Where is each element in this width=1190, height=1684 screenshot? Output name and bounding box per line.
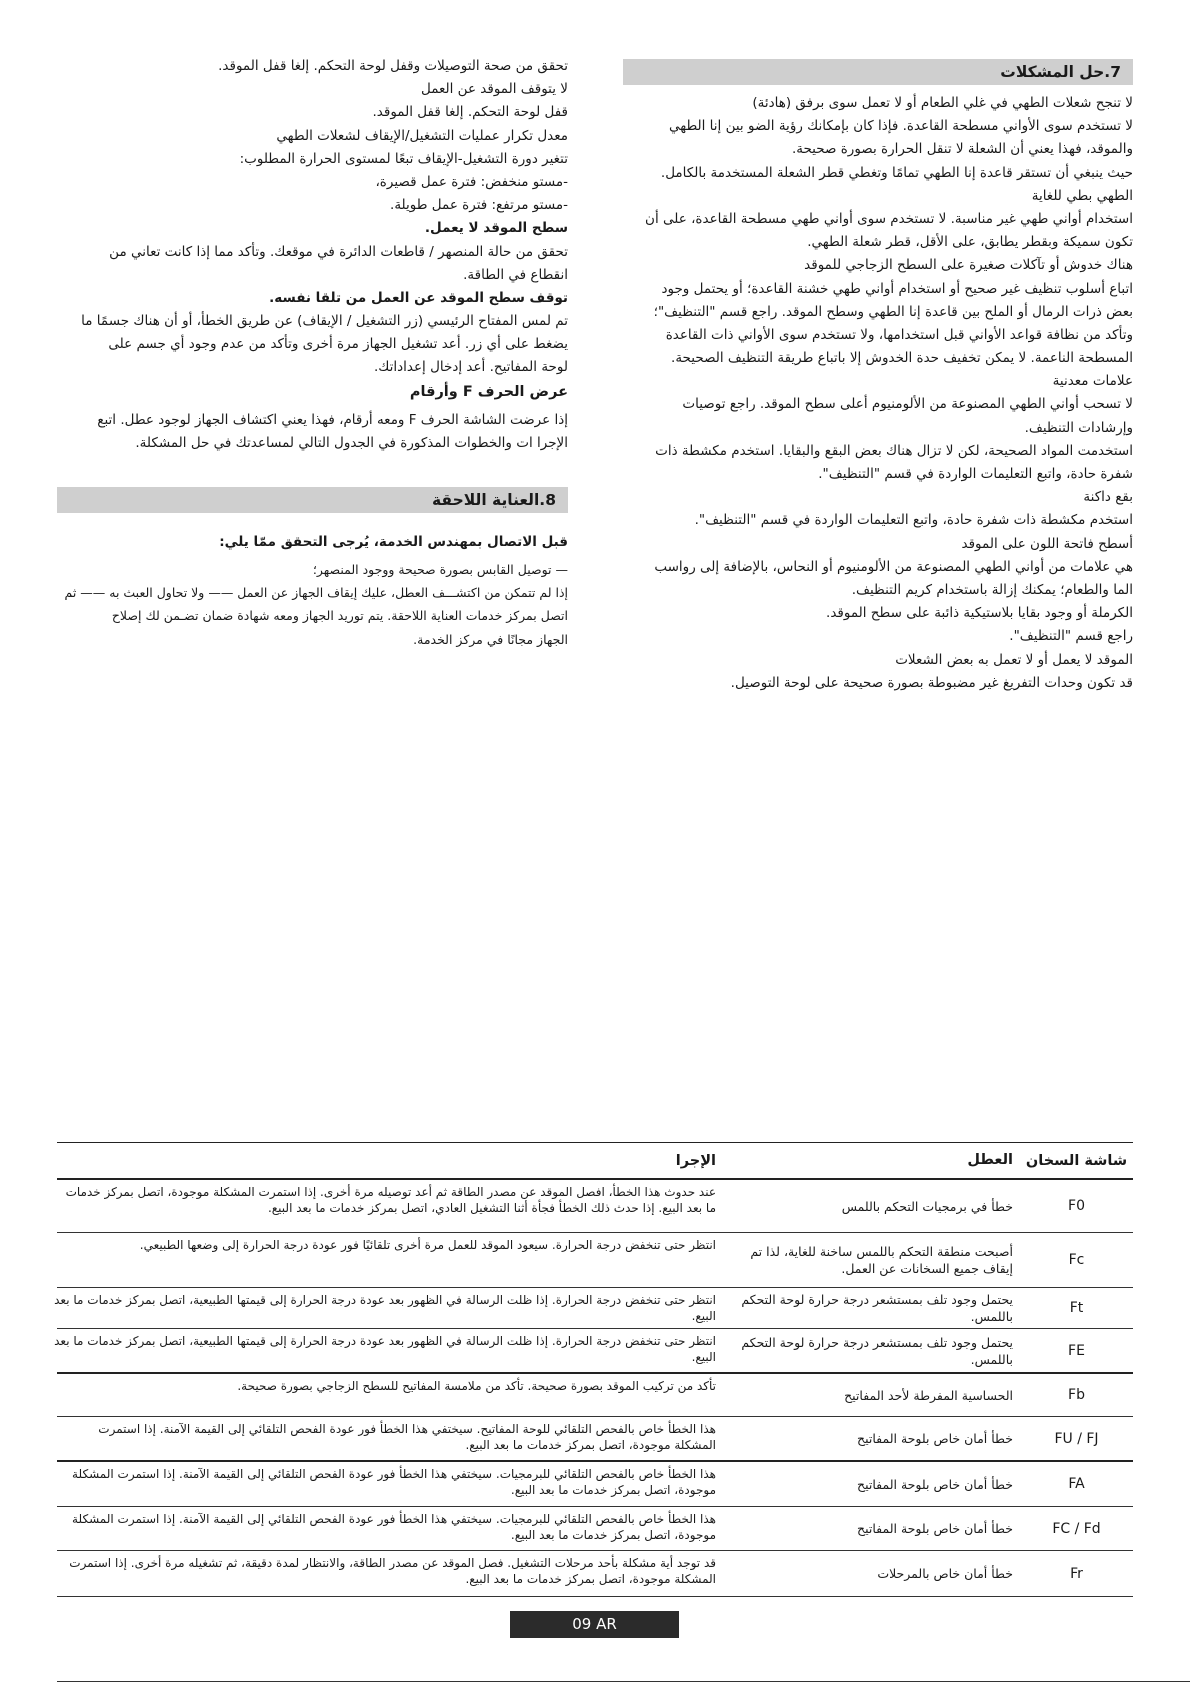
text-line: وإرشادات التنظيف. <box>1024 419 1133 436</box>
text-line: بقع داكنة <box>1083 489 1133 506</box>
table-row <box>54 1329 1133 1374</box>
text-line: بعض ذرات الرمال أو الملح بين قاعدة إنا الطهي وسطح الموقد. راجع قسم "التنظيف"؛ <box>653 303 1133 320</box>
text-line: المسطحة الناعمة. لا يمكن تخفيف حدة الخدوش إلا باتباع طريقة التنظيف الصحيحة. <box>671 350 1133 367</box>
text-line: لا تسحب أواني الطهي المصنوعة من الألومنيوم أعلى سطح الموقد. راجع توصيات <box>682 396 1133 413</box>
aftercare-intro: قبل الاتصال بمهندس الخدمة، يُرجى التحقق ممّا يلي: <box>219 534 568 550</box>
table-row <box>57 1180 1133 1233</box>
text-line: إذا عرضت الشاشة الحرف F ومعه أرقام، فهذا يعني اكتشاف الجهاز لوجود عطل. اتبع <box>97 412 568 428</box>
text-line: معدل تكرار عمليات التشغيل/الإيقاف لشعلات الطهي <box>276 127 568 144</box>
fault-description: خطأ أمان خاص بالمرحلات <box>877 1566 1013 1581</box>
error-code-table <box>54 1142 1133 1597</box>
action-text: عند حدوث هذا الخطأ، افصل الموقد عن مصدر الطاقة ثم أعد توصيله مرة أخرى. إذا استمرت المشكلة موجودة، اتصل بمركز خدمات ما بعد البيع. إذا حدث ذلك الخطأ فجأة أثنا التشغيل العادي، اتصل بمركز خدمات ما بعد البيع. <box>65 1185 716 1215</box>
table-row <box>57 1233 1133 1288</box>
error-code: F0 <box>1068 1198 1085 1214</box>
text-line: لا يتوقف الموقد عن العمل <box>420 81 568 98</box>
fault-description: يحتمل وجود تلف بمستشعر درجة حرارة لوحة التحكم باللمس. <box>741 1334 1013 1367</box>
text-line: تحقق من حالة المنصهر / قاطعات الدائرة في موقعك. وتأكد مما إذا كانت تعاني من <box>109 243 568 260</box>
troubleshooting-text-continued <box>57 55 568 380</box>
text-line: لا تنجح شعلات الطهي في غلي الطعام أو لا تعمل سوى برفق (هادئة) <box>752 95 1133 111</box>
fault-description: خطأ في برمجيات التحكم باللمس <box>841 1198 1013 1214</box>
fault-description: خطأ أمان خاص بلوحة المفاتيح <box>857 1476 1013 1492</box>
text-line: والموقد، فهذا يعني أن الشعلة لا تنقل الحرارة بصورة صحيحة. <box>791 141 1133 158</box>
text-line: تحقق من صحة التوصيلات وقفل لوحة التحكم. إلغا قفل الموقد. <box>218 58 568 74</box>
error-code: FA <box>1068 1476 1085 1492</box>
text-line: تم لمس المفتاح الرئيسي (زر التشغيل / الإيقاف) عن طريق الخطأ، أو أن هناك جسمًا ما <box>81 313 568 330</box>
error-code: FU / FJ <box>1054 1430 1099 1447</box>
fault-description: الحساسية المفرطة لأحد المفاتيح <box>844 1387 1013 1403</box>
text-line: تتغير دورة التشغيل-الإيقاف تبعًا لمستوى الحرارة المطلوب: <box>239 150 568 167</box>
fault-description: يحتمل وجود تلف بمستشعر درجة حرارة لوحة التحكم باللمس. <box>741 1292 1013 1324</box>
table-row <box>57 1374 1133 1417</box>
header-action: الإجرا <box>675 1152 716 1169</box>
text-line: سطح الموقد لا يعمل. <box>424 220 568 237</box>
table-row <box>57 1551 1133 1597</box>
aftercare-text <box>57 558 568 651</box>
text-line: لا تستخدم سوى الأواني مسطحة القاعدة. فإذا كان بإمكانك رؤية الضو بين إنا الطهي <box>668 118 1133 135</box>
section-7-header: 7.حل المشكلات <box>623 59 1133 85</box>
text-line: استخدم مكشطة ذات شفرة حادة، واتبع التعليمات الواردة في قسم "التنظيف". <box>694 512 1133 529</box>
page-number: 09 AR <box>510 1611 679 1638</box>
text-line: اتباع أسلوب تنظيف غير صحيح أو استخدام أواني طهي خشنة القاعدة؛ أو يحتمل وجود <box>661 280 1133 297</box>
text-line: راجع قسم "التنظيف". <box>1009 628 1133 645</box>
error-code: Fc <box>1068 1252 1085 1268</box>
text-line: إذا لم تتمكن من اكتشـــف العطل، عليك إيقاف الجهاز عن العمل —— ولا تحاول العبث به —— ثم <box>64 585 568 601</box>
action-text: هذا الخطأ خاص بالفحص التلقائي للوحة المفاتيح. سيختفي هذا الخطأ فور عودة الفحص التلقائي إلى القيمة الآمنة. إذا استمرت المشكلة موجودة، اتصل بمركز خدمات ما بعد البيع. <box>98 1422 716 1452</box>
text-line: الجهاز مجانًا في مركز الخدمة. <box>413 631 568 647</box>
text-line: وتأكد من نظافة قواعد الأواني قبل استخدامها، ولا تستخدم سوى الأواني ذات القاعدة <box>665 326 1133 343</box>
f-display-text <box>57 409 568 455</box>
text-line: حيث ينبغي أن تستقر قاعدة إنا الطهي تمامًا وتغطي قطر الشعلة المستخدمة بالكامل. <box>660 164 1133 181</box>
text-line: تكون سميكة وبقطر يطابق، على الأقل، قطر شعلة الطهي. <box>807 234 1133 251</box>
table-row <box>57 1417 1133 1462</box>
table-header-row <box>57 1143 1133 1180</box>
error-code: Fr <box>1070 1565 1083 1582</box>
table-row <box>57 1462 1133 1507</box>
text-line: اتصل بمركز خدمات العناية اللاحقة. يتم توريد الجهاز ومعه شهادة ضمان تضـمن لك إصلاح <box>111 608 568 624</box>
text-line: علامات معدنية <box>1052 373 1133 390</box>
text-line: قفل لوحة التحكم. إلغا قفل الموقد. <box>372 104 568 121</box>
action-text: هذا الخطأ خاص بالفحص التلقائي للبرمجيات. سيختفي هذا الخطأ فور عودة الفحص التلقائي إلى القيمة الآمنة. إذا استمرت المشكلة موجودة، اتصل بمركز خدمات ما بعد البيع. <box>72 1512 716 1542</box>
text-line: الكرملة أو وجود بقايا بلاستيكية ذائبة على سطح الموقد. <box>826 605 1133 622</box>
text-line: استخدمت المواد الصحيحة، لكن لا تزال هناك بعض البقع والبقايا. استخدم مكشطة ذات <box>655 442 1133 459</box>
action-text: قد توجد أية مشكلة بأحد مرحلات التشغيل. فصل الموقد عن مصدر الطاقة، والانتظار لمدة دقيقة، ثم تشغيله مرة أخرى. إذا استمرت المشكلة موجودة، اتصل بمركز خدمات ما بعد البيع. <box>69 1556 716 1586</box>
error-code: Ft <box>1069 1300 1084 1316</box>
text-line: استخدام أواني طهي غير مناسبة. لا تستخدم سوى أواني طهي مسطحة القاعدة، على أن <box>645 210 1133 227</box>
action-text: انتظر حتى تنخفض درجة الحرارة. إذا ظلت الرسالة في الظهور بعد عودة درجة الحرارة إلى قيمتها الطبيعية، اتصل بمركز خدمات ما بعد البيع. <box>54 1334 716 1364</box>
text-line: هناك خدوش أو تآكلات صغيرة على السطح الزجاجي للموقد <box>804 257 1133 274</box>
error-code: FE <box>1068 1342 1085 1359</box>
fault-description: خطأ أمان خاص بلوحة المفاتيح <box>857 1431 1013 1446</box>
text-line: هي علامات من أواني الطهي المصنوعة من الألومنيوم أو النحاس، بالإضافة إلى رواسب <box>654 558 1133 575</box>
table-row <box>57 1507 1133 1551</box>
error-code: Fb <box>1068 1387 1085 1403</box>
text-line: قد تكون وحدات التفريغ غير مضبوطة بصورة صحيحة على لوحة التوصيل. <box>730 674 1133 691</box>
text-line: لوحة المفاتيح. أعد إدخال إعداداتك. <box>373 359 568 376</box>
text-line: الإجرا ات والخطوات المذكورة في الجدول التالي لمساعدتك في حل المشكلة. <box>135 435 568 452</box>
error-code: FC / Fd <box>1052 1520 1101 1537</box>
section-8-header: 8.العناية اللاحقة <box>57 487 568 513</box>
action-text: هذا الخطأ خاص بالفحص التلقائي للبرمجيات. سيختفي هذا الخطأ فور عودة الفحص التلقائي إلى القيمة الآمنة. إذا استمرت المشكلة موجودة، اتصل بمركز خدمات ما بعد البيع. <box>72 1467 716 1497</box>
text-line: أسطح فاتحة اللون على الموقد <box>961 535 1133 552</box>
text-line: الما والطعام؛ يمكنك إزالة باستخدام كريم التنظيف. <box>851 581 1133 598</box>
header-code: شاشة السخان <box>1025 1152 1128 1169</box>
action-text: تأكد من تركيب الموقد بصورة صحيحة. تأكد من ملامسة المفاتيح للسطح الزجاجي بصورة صحيحة. <box>237 1379 716 1393</box>
text-line: -مستو مرتفع: فترة عمل طويلة. <box>390 197 568 214</box>
action-text: انتظر حتى تنخفض درجة الحرارة. سيعود الموقد للعمل مرة أخرى تلقائيًا فور عودة درجة الحرارة إلى وضعها الطبيعي. <box>139 1238 716 1252</box>
text-line: -مستو منخفض: فترة عمل قصيرة، <box>375 173 568 190</box>
text-line: الطهي بطي للغاية <box>1031 187 1133 204</box>
bottom-rule <box>57 1681 1190 1682</box>
troubleshooting-text <box>623 92 1133 695</box>
text-line: شفرة حادة، واتبع التعليمات الواردة في قسم "التنظيف". <box>818 466 1133 482</box>
text-line: انقطاع في الطاقة. <box>463 266 568 283</box>
text-line: — توصيل القابس بصورة صحيحة ووجود المنصهر؛ <box>312 562 568 577</box>
text-line: الموقد لا يعمل أو لا تعمل به بعض الشعلات <box>895 651 1133 668</box>
table-row <box>54 1288 1133 1329</box>
text-line: يضغط على أي زر. أعد تشغيل الجهاز مرة أخرى وتأكد من عدم وجود أي جسم على <box>108 336 568 353</box>
f-display-heading: عرض الحرف F وأرقام <box>409 384 568 400</box>
fault-description: أصبحت منطقة التحكم باللمس ساخنة للغاية، لذا تم إيقاف جميع السخانات عن العمل. <box>750 1244 1013 1276</box>
text-line: توقف سطح الموقد عن العمل من تلقا نفسه. <box>269 289 568 306</box>
action-text: انتظر حتى تنخفض درجة الحرارة. إذا ظلت الرسالة في الظهور بعد عودة درجة الحرارة إلى قيمتها الطبيعية، اتصل بمركز خدمات ما بعد البيع. <box>54 1293 716 1323</box>
header-fault: العطل <box>967 1152 1013 1168</box>
fault-description: خطأ أمان خاص بلوحة المفاتيح <box>857 1521 1013 1536</box>
